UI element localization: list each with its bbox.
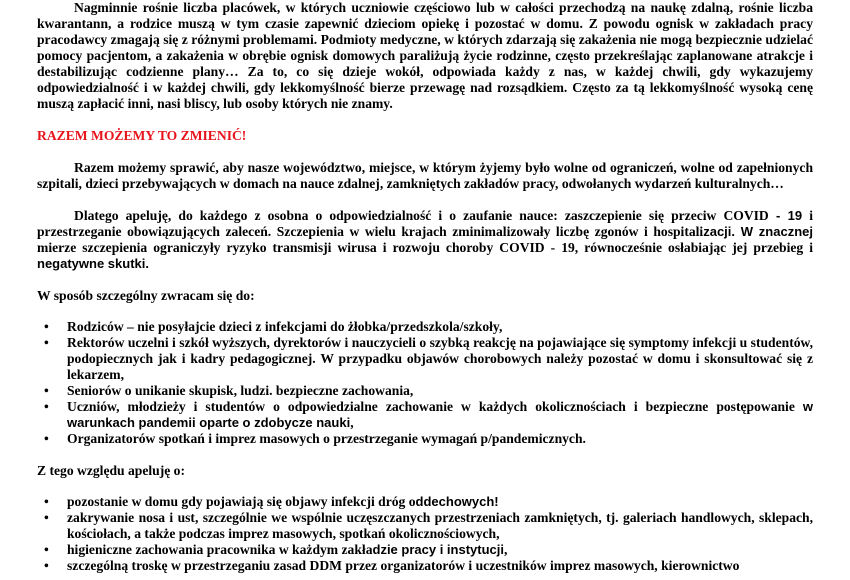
appeal-text-1: Dlatego apeluję, do każdego z osobna o odpowiedzialność i o zaufanie nauce: zaszczepienie się przeciw COVID: [74, 208, 769, 223]
appeal-text-3: i przestrzeganie obowiązujących zaleceń. Szczepienia w wielu krajach zminimalizowały liczbę zgonów i hospitali: [37, 208, 813, 239]
list-item-text: higieniczne zachowania pracownika w każdym zakła: [67, 542, 373, 557]
list-item: [37, 399, 813, 431]
list-item-text: pozostanie w domu gdy pojawiają się objawy infekcji dróg o: [67, 494, 416, 509]
intro-paragraph: Nagminnie rośnie liczba placówek, w których uczniowie częściowo lub w całości przechodzą na naukę zdalną, rośnie liczba kwarantann, a rodzice muszą w tym czasie zapewnić dzieciom opiekę i pozostać w domu. Z powodu ognisk w zakładach pracy pracodawcy zmagają się z różnymi problemami. Podmioty medyczne, w których zdarzają się zakażenia nie mogą bezpiecznie udzielać pomocy pacjentom, a zakażenia w obrębie ognisk domowych paraliżują życie rodzinne, często przekreślając zaplanowane atrakcje i destabilizując codzienne plany… Za to, co się dzieje wokół, odpowiada każdy z nas, w każdej chwili, gdy wykazujemy odpowiedzialność i w każdej chwili, gdy lekkomyślność bierze przewagę nad rozsądkiem. Często za tą lekkomyślność wysoką cenę muszą zapłacić inni, nasi bliscy, lub osoby których nie znamy.: [37, 0, 813, 111]
list-item-text: ,: [350, 415, 354, 430]
appeal-list: [37, 319, 813, 447]
list-item: [37, 542, 813, 558]
document-content: [37, 0, 813, 574]
appeal-text-2: - 19: [768, 208, 803, 223]
appeal-text-6: negatywne skutki.: [37, 256, 149, 271]
list-item: • Organizatorów spotkań i imprez masowych o przestrzeganie wymagań p/pandemicznych.: [37, 431, 813, 447]
list-item: • Rektorów uczelni i szkół wyższych, dyrektorów i nauczycieli o szybką reakcję na pojawiające się symptomy infekcji u studentów, podopiecznych jak i kadry pedagogicznej. W przypadku objawów chorobowych należy pozostać w domu i skonsultować się z lekarzem,: [37, 335, 813, 383]
list-item-text: Uczniów, młodzieży i studentów o odpowiedzialne zachowanie w każdych okolicznościach i bezpieczne postępowanie: [67, 399, 803, 414]
appeal2-list-heading: Z tego względu apeluję o:: [37, 463, 186, 478]
list-item-text: dzie pracy i instytucji: [372, 542, 504, 557]
appeal-paragraph: [37, 208, 813, 272]
list-item: • Seniorów o unikanie skupisk, ludzi. bezpieczne zachowania,: [37, 383, 813, 399]
list-item: • szczególną troskę w przestrzeganiu zasad DDM przez organizatorów i uczestników imprez masowych, kierownictwo: [37, 558, 813, 574]
list-item: • zakrywanie nosa i ust, szczególnie we wspólnie uczęszczanych przestrzeniach zamkniętych, tj. galeriach handlowych, sklepach, kościołach, a także podczas imprez masowych, spotkań okolicznościowych,: [37, 510, 813, 542]
appeal-text-5: mierze szczepienia ograniczyły ryzyko transmisji wirusa i rozwoju choroby COVID - 19, równocześnie osłabiając jej przebieg i: [37, 240, 813, 255]
list-item-text: ,: [504, 542, 508, 557]
section-heading: RAZEM MOŻEMY TO ZMIENIĆ!: [37, 128, 247, 143]
list-item-text: w warunkach pandemii oparte o zdobycze nauki: [67, 399, 813, 430]
list-item: • Rodziców – nie posyłajcie dzieci z infekcjami do żłobka/przedszkola/szkoły,: [37, 319, 813, 335]
list-item-text: ddechowych!: [415, 494, 499, 509]
appeal-list-heading: W sposób szczególny zwracam się do:: [37, 288, 255, 303]
list-item: [37, 494, 813, 510]
appeal2-list: [37, 494, 813, 574]
appeal-text-4: zacji. W znacznej: [703, 224, 813, 239]
together-paragraph: Razem możemy sprawić, aby nasze województwo, miejsce, w którym żyjemy było wolne od ograniczeń, wolne od zapełnionych szpitali, dzieci przebywających w domach na nauce zdalnej, zamkniętych zakładów pracy, odwołanych wydarzeń kulturalnych…: [37, 160, 813, 191]
